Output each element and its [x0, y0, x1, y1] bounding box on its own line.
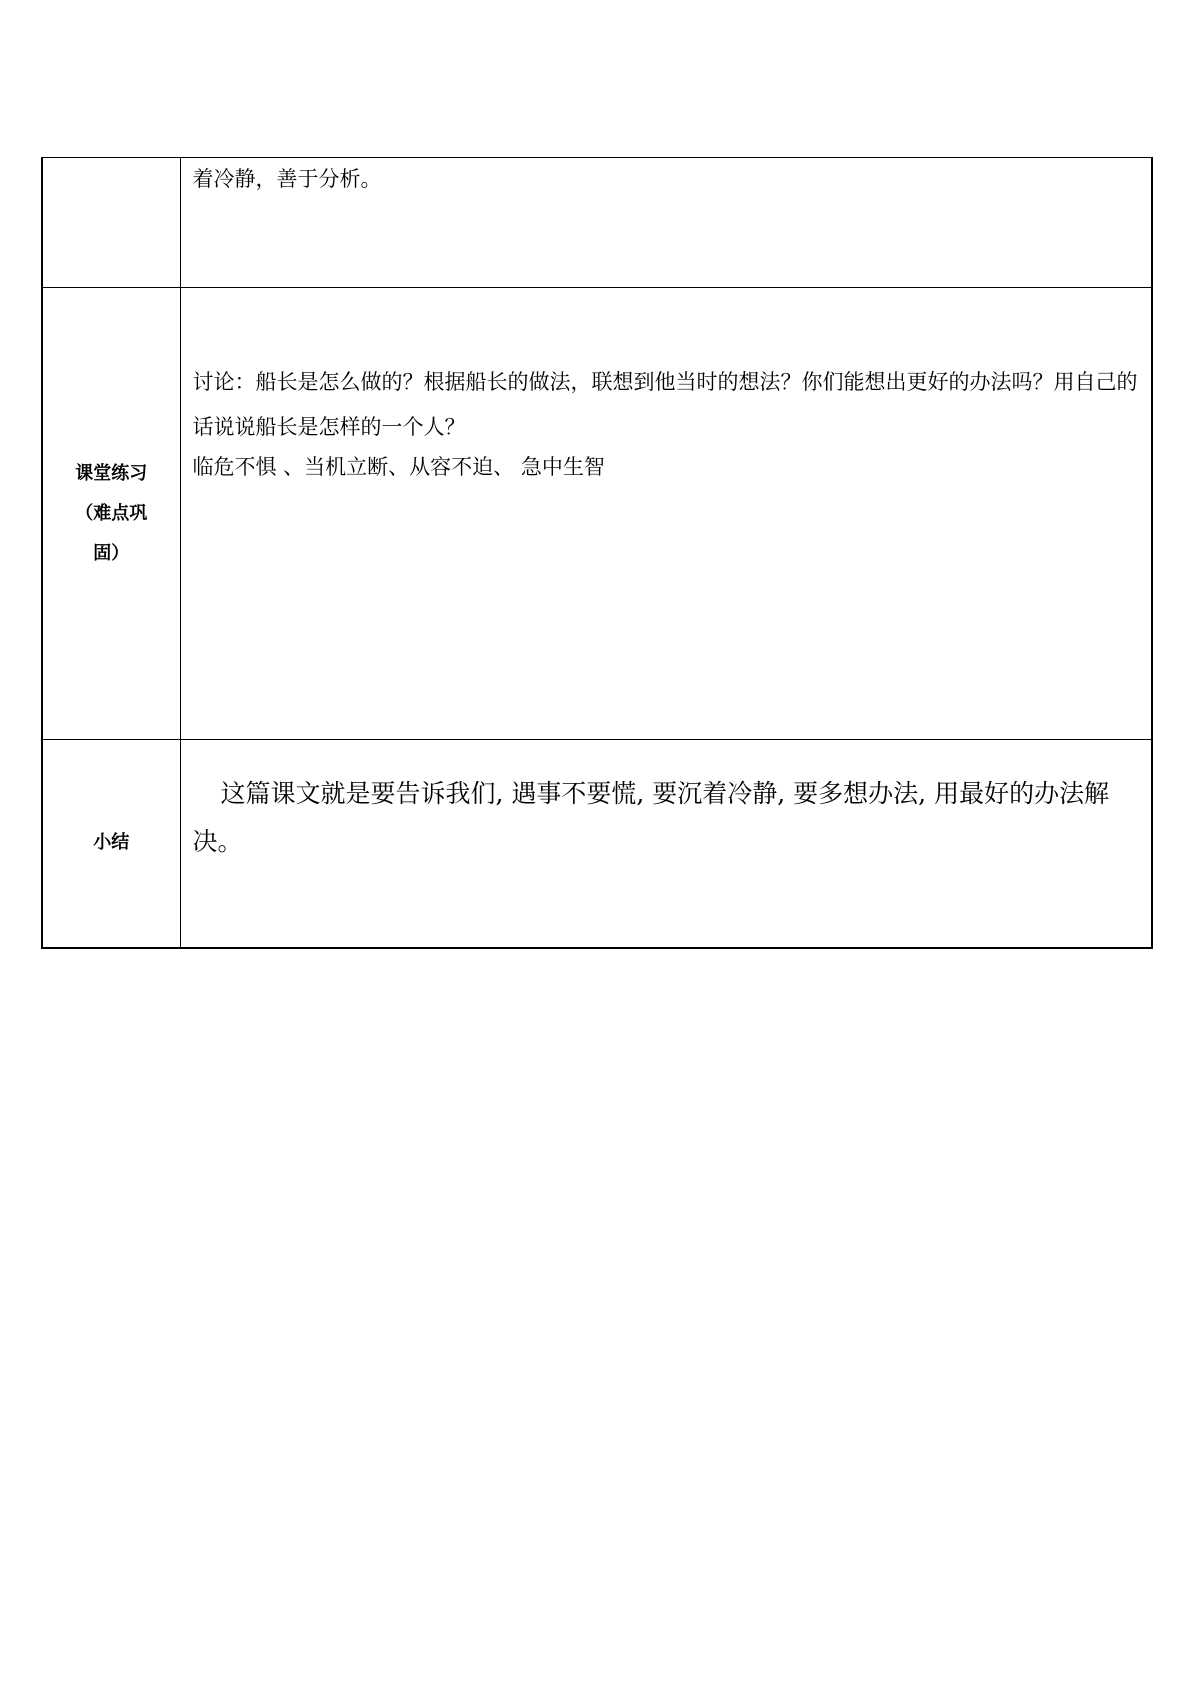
exercise-content-cell — [180, 288, 1152, 740]
lesson-plan-table — [41, 157, 1153, 949]
summary-label: 小结 — [93, 832, 130, 854]
continuation-content-cell — [180, 158, 1152, 288]
continuation-label-cell — [42, 158, 180, 288]
exercise-label: 课堂练习（难点巩固） — [75, 462, 148, 564]
table-row-exercise — [42, 288, 1152, 740]
summary-text: 这篇课文就是要告诉我们, 遇事不要慌, 要沉着冷静, 要多想办法, 用最好的办法解决。 — [192, 779, 1110, 856]
continuation-text: 着冷静，善于分析。 — [192, 167, 382, 191]
exercise-answer-words: 临危不惧 、当机立断、从容不迫、 急中生智 — [192, 455, 605, 479]
table-row-continuation — [42, 158, 1152, 288]
exercise-question: 讨论：船长是怎么做的？根据船长的做法，联想到他当时的想法？你们能想出更好的办法吗？用自己的话说说船长是怎样的一个人？ — [192, 370, 1138, 439]
exercise-label-cell — [42, 288, 180, 740]
summary-content-cell — [180, 740, 1152, 948]
table-row-summary — [42, 740, 1152, 948]
summary-label-cell — [42, 740, 180, 948]
